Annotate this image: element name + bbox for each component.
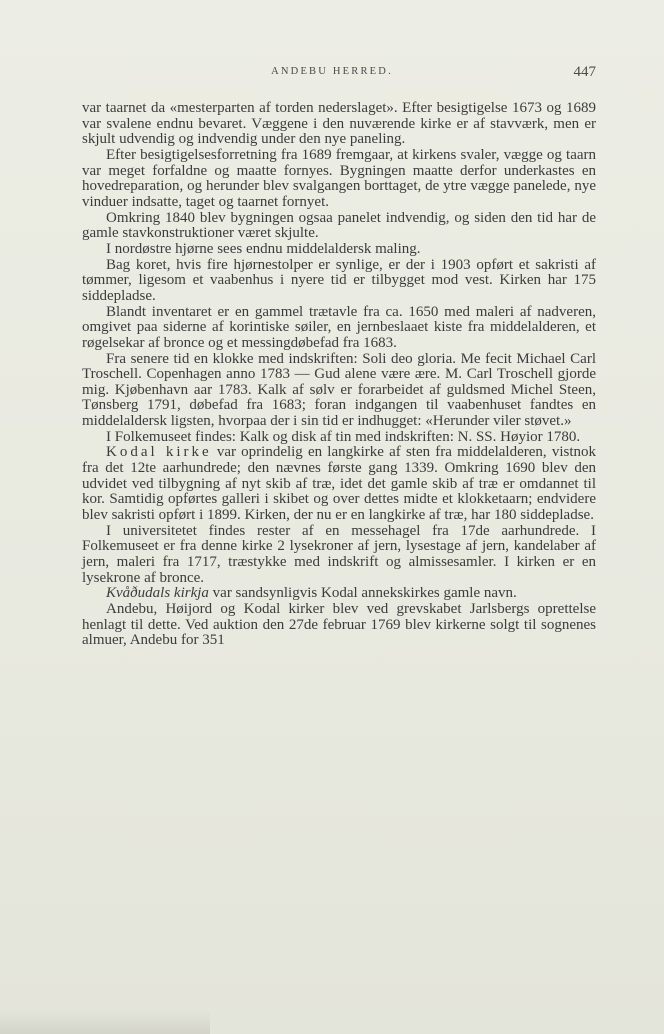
paragraph-lead: Kodal kirke bbox=[106, 444, 212, 461]
paragraph-text: I nordøstre hjørne sees endnu middelaldersk maling. bbox=[106, 240, 421, 257]
paragraph-lead: Kvåðudals kirkja bbox=[106, 585, 209, 602]
paragraph-text: I universitetet findes rester af en messehagel fra 17de aarhundrede. I Folkemuseet er fra denne kirke 2 lysekroner af jern, lysestage af jern, kandelaber af jern, maleri fra 1717, træstykke med indskrift og almissesamler. I kirken er en lysekrone af bronce. bbox=[82, 522, 596, 586]
body-text bbox=[82, 101, 596, 649]
paragraph-11 bbox=[82, 586, 596, 602]
paragraph-9 bbox=[82, 445, 596, 523]
page-number: 447 bbox=[573, 64, 596, 80]
paragraph-6 bbox=[82, 305, 596, 352]
paragraph-text: var sandsynligvis Kodal annekskirkes gamle navn. bbox=[208, 585, 517, 602]
paragraph-text: Efter besigtigelsesforretning fra 1689 fremgaar, at kirkens svaler, vægge og taarn var meget forfaldne og maatte fornyes. Bygningen maatte derfor underkastes en hovedreparation, og herunder blev svalgangen borttaget, de ytre vægge panelede, nye vinduer indsatte, taget og taarnet fornyet. bbox=[82, 146, 596, 210]
paragraph-3 bbox=[82, 211, 596, 242]
paragraph-text: var taarnet da «mesterparten af torden nederslaget». Efter besigtigelse 1673 og 1689 var svalene endnu bevaret. Væggene i den nuværende kirke er af stavværk, men er skjult udvendig og indvendig under den nye paneling. bbox=[82, 100, 596, 148]
paragraph-10 bbox=[82, 524, 596, 587]
page-edge-shadow bbox=[0, 1010, 210, 1034]
paragraph-text: I Folkemuseet findes: Kalk og disk af tin med indskriften: N. SS. Høyior 1780. bbox=[106, 428, 581, 445]
paragraph-12 bbox=[82, 602, 596, 649]
paragraph-text: Blandt inventaret er en gammel trætavle fra ca. 1650 med maleri af nadveren, omgivet paa siderne af korintiske søiler, en jernbeslaaet kiste fra middelalderen, et røgelsekar af bronce og et messingdøbefad fra 1683. bbox=[82, 303, 596, 351]
paragraph-text: Omkring 1840 blev bygningen ogsaa panelet indvendig, og siden den tid har de gamle stavkonstruktioner været skjulte. bbox=[82, 209, 596, 242]
paragraph-text: Bag koret, hvis fire hjørnestolper er synlige, er der i 1903 opført et sakristi af tømmer, ligesom et vaabenhus i nyere tid er tilbygget mod vest. Kirken har 175 siddepladse. bbox=[82, 256, 596, 304]
paragraph-text: var oprindelig en langkirke af sten fra middelalderen, vistnok fra det 12te aarhundrede; den nævnes første gang 1339. Omkring 1690 blev den udvidet ved tilbygning af nyt skib af træ, idet det gamle skib af træ er omdannet til kor. Samtidig opførtes galleri i skibet og over dettes midte et klokketaarn; endvidere blev sakristi opført i 1899. Kirken, der nu er en langkirke af træ, har 180 siddepladse. bbox=[82, 444, 596, 524]
page-header bbox=[0, 66, 664, 84]
paragraph-1 bbox=[82, 101, 596, 148]
paragraph-8 bbox=[82, 430, 596, 446]
paragraph-text: Andebu, Høijord og Kodal kirker blev ved grevskabet Jarlsbergs oprettelse henlagt til dette. Ved auktion den 27de februar 1769 blev kirkerne solgt til sognenes almuer, Andebu for 351 bbox=[82, 601, 596, 649]
paragraph-text: Fra senere tid en klokke med indskriften: Soli deo gloria. Me fecit Michael Carl Troschell. Copenhagen anno 1783 — Gud alene være ære. M. Carl Troschell gjorde mig. Kjøbenhavn aar 1783. Kalk af sølv er forarbeidet af guldsmed Michel Steen, Tønsberg 1791, døbefad fra 1683; foran indgangen til vaabenhuset fandtes en middelaldersk ligsten, hvorpaa der i sin tid er indhugget: «Herunder viler støvet.» bbox=[82, 350, 596, 430]
paragraph-5 bbox=[82, 258, 596, 305]
paragraph-2 bbox=[82, 148, 596, 211]
paragraph-4 bbox=[82, 242, 596, 258]
running-head: ANDEBU HERRED. bbox=[271, 66, 393, 77]
paragraph-7 bbox=[82, 352, 596, 430]
